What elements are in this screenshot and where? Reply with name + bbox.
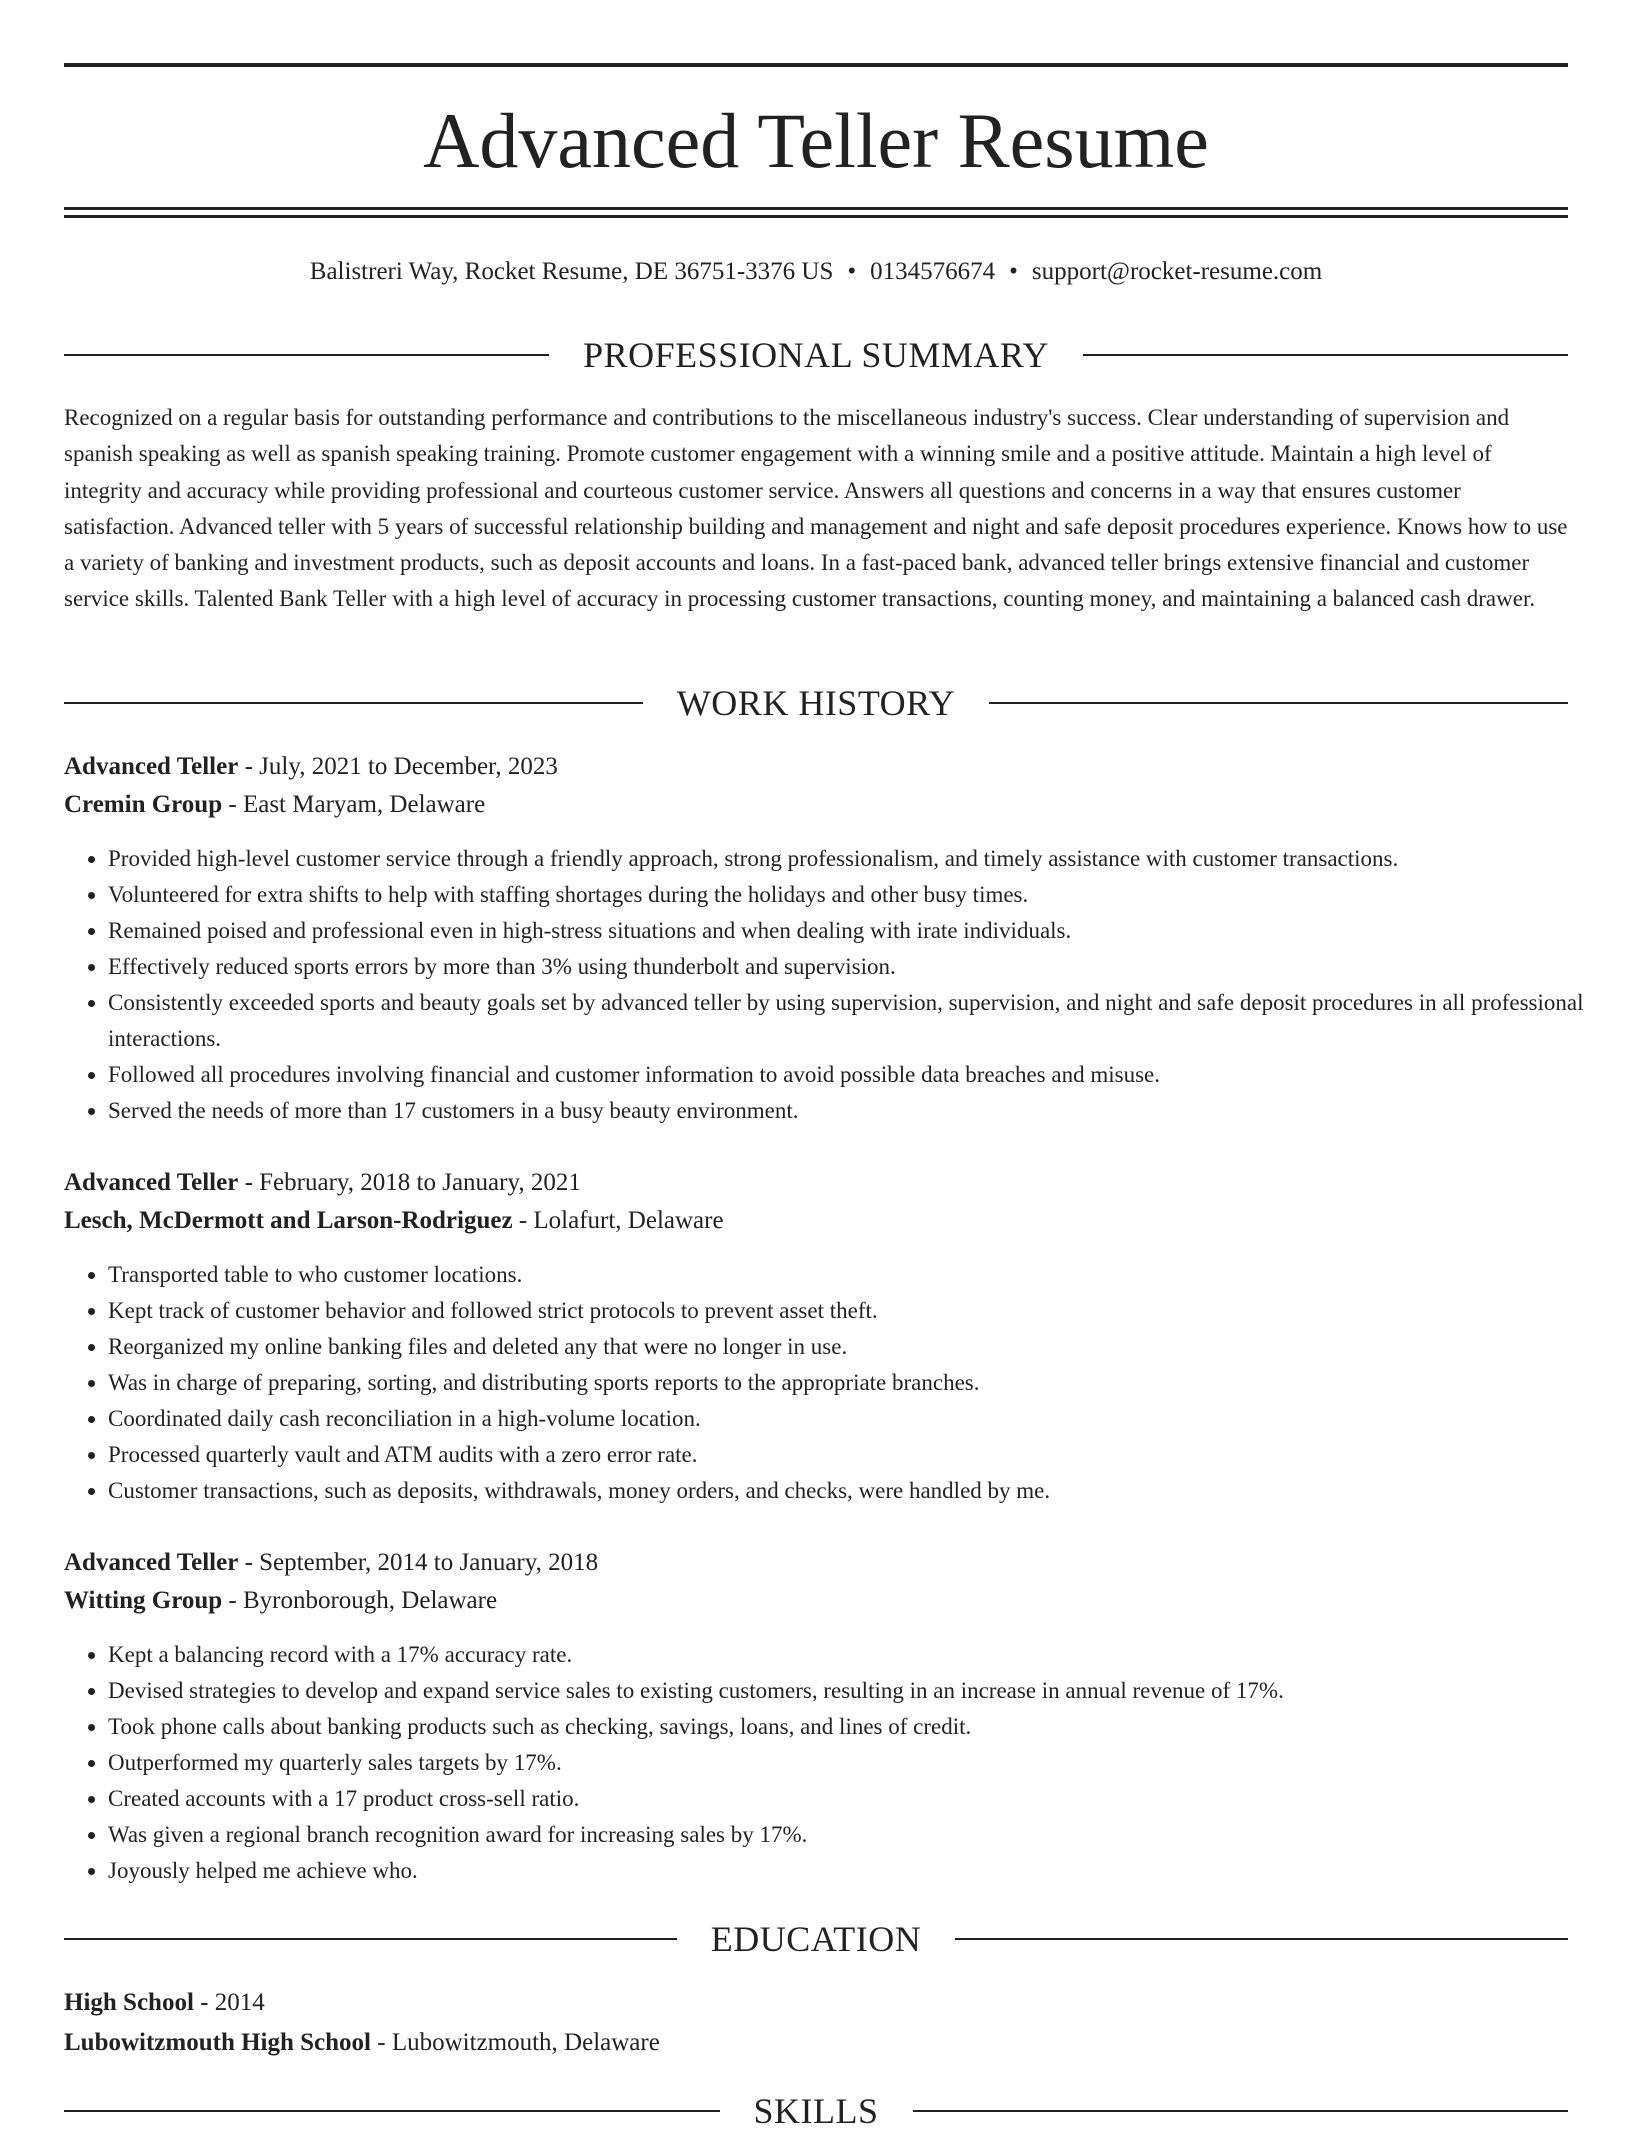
- section-heading-work-history: [64, 681, 1568, 725]
- list-item: • Followed all procedures involving financial and customer information to avoid possible data breaches and misuse.: [108, 1057, 1612, 1093]
- list-item: • Provided high-level customer service through a friendly approach, strong professionalism, and timely assistance with customer transactions.: [108, 841, 1612, 877]
- summary-text: Recognized on a regular basis for outstanding performance and contributions to the miscellaneous industry's success. Clear understanding of supervision and spanish speaking as well as spanish speaking training. Promote customer engagement with a winning smile and a positive attitude. Maintain a high level of integrity and accuracy while providing professional and courteous customer service. Answers all questions and concerns in a way that ensures customer satisfaction. Advanced teller with 5 years of successful relationship building and management and night and safe deposit procedures experience. Knows how to use a variety of banking and investment products, such as deposit accounts and loans. In a fast-paced bank, advanced teller brings extensive financial and customer service skills. Talented Bank Teller with a high level of accuracy in processing customer transactions, counting money, and maintaining a balanced cash drawer.: [64, 405, 1568, 612]
- list-item: • Devised strategies to develop and expand service sales to existing customers, resulting in an increase in annual revenue of 17%.: [108, 1673, 1612, 1709]
- job-title-line: [64, 1165, 1568, 1201]
- list-item: • Created accounts with a 17 product cross-sell ratio.: [108, 1781, 1612, 1817]
- contact-separator: •: [1009, 258, 1018, 285]
- list-item: • Processed quarterly vault and ATM audits with a zero error rate.: [108, 1437, 1612, 1473]
- job-company-line: [64, 1583, 1568, 1619]
- job-dates: - September, 2014 to January, 2018: [238, 1549, 599, 1576]
- job-role: Advanced Teller: [64, 753, 239, 780]
- job-company: Lesch, McDermott and Larson-Rodriguez: [64, 1207, 513, 1234]
- section-title: PROFESSIONAL SUMMARY: [583, 335, 1049, 375]
- section-heading-skills: [64, 2089, 1568, 2133]
- heading-rule: [64, 1938, 677, 1940]
- education-location: - Lubowitzmouth, Delaware: [371, 2029, 660, 2056]
- job-company-line: [64, 787, 1568, 823]
- section-title: WORK HISTORY: [676, 683, 956, 723]
- list-item: • Remained poised and professional even in high-stress situations and when dealing with irate individuals.: [108, 913, 1612, 949]
- job-dates: - July, 2021 to December, 2023: [238, 753, 558, 780]
- heading-rule: [989, 702, 1568, 704]
- job-location: - Byronborough, Delaware: [222, 1587, 498, 1614]
- heading-rule: [955, 1938, 1568, 1940]
- list-item: • Outperformed my quarterly sales targets by 17%.: [108, 1745, 1612, 1781]
- list-item: • Coordinated daily cash reconciliation in a high-volume location.: [108, 1401, 1612, 1437]
- job-title-line: [64, 1545, 1568, 1581]
- list-item: • Transported table to who customer locations.: [108, 1257, 1612, 1293]
- job-dates: - February, 2018 to January, 2021: [238, 1169, 581, 1196]
- job-title-line: [64, 749, 1568, 785]
- heading-rule: [1083, 354, 1568, 356]
- list-item: • Customer transactions, such as deposits, withdrawals, money orders, and checks, were handled by me.: [108, 1473, 1612, 1509]
- contact-email: support@rocket-resume.com: [1031, 258, 1323, 285]
- list-item: • Reorganized my online banking files and deleted any that were no longer in use.: [108, 1329, 1612, 1365]
- section-heading-summary: [64, 333, 1568, 377]
- list-item: • Served the needs of more than 17 customers in a busy beauty environment.: [108, 1093, 1612, 1129]
- list-item: • Effectively reduced sports errors by more than 3% using thunderbolt and supervision.: [108, 949, 1612, 985]
- contact-phone: 0134576674: [870, 258, 996, 285]
- job-bullets: [64, 841, 1612, 1129]
- job-company-line: [64, 1203, 1568, 1239]
- education-school: Lubowitzmouth High School: [64, 2029, 372, 2056]
- education-degree: High School: [64, 1989, 194, 2016]
- list-item: • Was in charge of preparing, sorting, and distributing sports reports to the appropriate branches.: [108, 1365, 1612, 1401]
- list-item: • Consistently exceeded sports and beauty goals set by advanced teller by using supervision, supervision, and night and safe deposit procedures in all professional interactions.: [108, 985, 1612, 1057]
- job-location: - Lolafurt, Delaware: [512, 1207, 724, 1234]
- list-item: • Volunteered for extra shifts to help with staffing shortages during the holidays and other busy times.: [108, 877, 1612, 913]
- contact-address: Balistreri Way, Rocket Resume, DE 36751-3376 US: [309, 258, 834, 285]
- job-bullets: [64, 1637, 1612, 1889]
- section-title: EDUCATION: [710, 1919, 922, 1959]
- education-school-line: [64, 2025, 1568, 2061]
- list-item: • Kept track of customer behavior and followed strict protocols to prevent asset theft.: [108, 1293, 1612, 1329]
- list-item: • Was given a regional branch recognition award for increasing sales by 17%.: [108, 1817, 1612, 1853]
- heading-rule: [64, 702, 643, 704]
- job-company: Witting Group: [64, 1587, 223, 1614]
- education-year: - 2014: [193, 1989, 265, 2016]
- list-item: • Joyously helped me achieve who.: [108, 1853, 1612, 1889]
- contact-separator: •: [847, 258, 857, 285]
- list-item: • Kept a balancing record with a 17% accuracy rate.: [108, 1637, 1612, 1673]
- job-role: Advanced Teller: [64, 1169, 239, 1196]
- resume-title: Advanced Teller Resume: [423, 97, 1209, 184]
- title-double-rule-upper: [64, 207, 1568, 210]
- job-location: - East Maryam, Delaware: [222, 791, 486, 818]
- education-degree-line: [64, 1985, 1568, 2021]
- job-company: Cremin Group: [64, 791, 223, 818]
- section-heading-education: [64, 1917, 1568, 1961]
- contact-line: [64, 254, 1568, 290]
- heading-rule: [64, 354, 549, 356]
- top-rule: [64, 63, 1568, 67]
- job-bullets: [64, 1257, 1612, 1509]
- job-role: Advanced Teller: [64, 1549, 239, 1576]
- title-double-rule-lower: [64, 215, 1568, 218]
- section-title: SKILLS: [753, 2091, 879, 2131]
- list-item: • Took phone calls about banking products such as checking, savings, loans, and lines of credit.: [108, 1709, 1612, 1745]
